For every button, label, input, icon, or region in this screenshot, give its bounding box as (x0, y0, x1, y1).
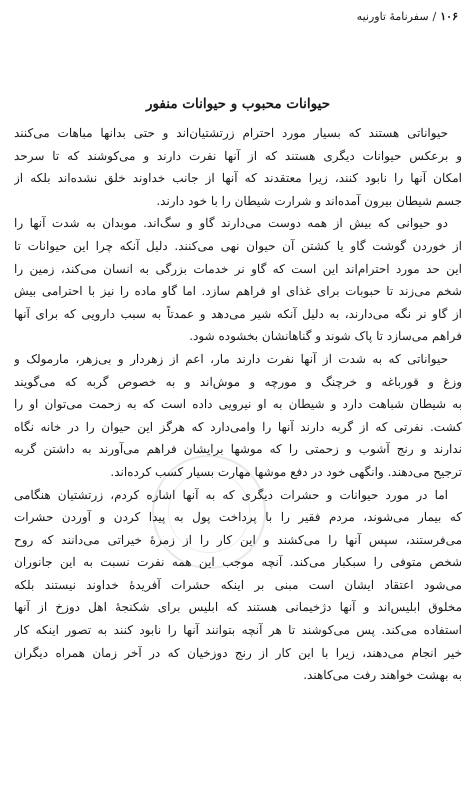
text-line: جسم شیطان بیرون آمده‌اند و شرارت شیطان را با خود دارند. (156, 193, 462, 208)
text-line: به شیطان شباهت دارد و شیطان به او نیرویی داده است که به زحمت می‌توان او را (14, 397, 462, 412)
header-separator: / (432, 10, 437, 23)
text-line: کشت. نفرتی که از گربه دارند آنها را وامی‌دارد که هرگز این حیوان را در خانه نگاه (14, 419, 462, 434)
text-line: امکان آنها را نابود کنند، زیرا معتقدند که آنها از جانب خداوند خلق نشده‌اند بلکه از (14, 171, 462, 186)
text-line: مخلوق ابلیس‌اند و آنها دژخیمانی هستند که ابلیس برای شکنجهٔ اهل دوزخ از آنها (14, 600, 462, 615)
text-line: که بیمار می‌شوند، مردم فقیر را با پرداخت پول به پیدا کردن و آوردن حشرات (14, 510, 462, 525)
text-line: دو حیوانی که بیش از همه دوست می‌دارند گاو و سگ‌اند. موبدان به شدت آنها را (14, 216, 448, 231)
body-text (14, 122, 462, 687)
text-line: حیواناتی که به شدت از آنها نفرت دارند مار، اعم از زهردار و بی‌زهر، مارمولک و (14, 351, 448, 366)
text-line: استفاده می‌کند. پس می‌کوشند تا هر آنچه بتوانند آنها را نابود کنند به تصور اینکه کار (14, 623, 462, 638)
text-line: ندارند و رنج آشوب و زحمتی را که موشها برایشان فراهم می‌آورند به داشتن گربه (14, 442, 462, 457)
text-line: از خوردن گوشت گاو یا کشتن آن حیوان نهی می‌کنند. دلیل آنکه چرا این حیوانات تا (14, 238, 462, 253)
paragraph (14, 212, 462, 348)
page-number: ۱۰۶ (440, 10, 458, 23)
text-line: ترجیح می‌دهند. وانگهی خود در دفع موشها مهارت بسیار کسب کرده‌اند. (110, 464, 462, 479)
text-line: به بهشت خواهند رفت می‌کاهند. (303, 668, 462, 683)
paragraph (14, 348, 462, 484)
paragraph (14, 484, 462, 687)
book-title: سفرنامهٔ تاورنیه (356, 10, 429, 23)
section-title: حیوانات محبوب و حیوانات منفور (145, 96, 331, 112)
text-line: از گاو نر نگه می‌دارند، به دلیل آنکه شیر می‌دهد و عمدتاً به سبب دارویی که برای آنها (14, 306, 462, 321)
text-line: این حد مورد احترام‌اند این است که گاو نر خدمات بزرگی به انسان می‌کند، زمین را (14, 261, 462, 276)
running-header (18, 10, 458, 28)
text-line: فراهم می‌سازد تا پاک شوند و گناهانشان بخشوده شود. (189, 329, 462, 344)
text-line: حیواناتی هستند که بسیار مورد احترام زرتشتیان‌اند و حتی بدانها مباهات می‌کنند (14, 126, 448, 140)
text-line: خیر انجام می‌دهند، زیرا با این کار از رنج دوزخیان که در آخر زمان همراه دیگران (14, 645, 462, 660)
paragraph (14, 122, 462, 212)
text-line: اما در مورد حیوانات و حشرات دیگری که به آنها اشاره کردم، زرتشتیان هنگامی (14, 487, 448, 502)
text-line: می‌فرستند، سپس آنها را می‌کشند و این کار را از زمرهٔ خیراتی می‌دانند که روح (14, 532, 462, 547)
text-line: وزغ و قورباغه و خرچنگ و مورچه و موش‌اند و به خصوص گربه که می‌گویند (14, 374, 462, 389)
text-line: شخم می‌زند تا حبوبات برای غذای او فراهم سازد. اما گاو ماده را نیز با احترامی بیش (14, 284, 462, 299)
text-line: می‌شود اعتقاد ایشان است مبنی بر اینکه حشرات آفریدهٔ خداوند نیستند بلکه (14, 577, 462, 592)
text-line: شخص متوفی را سبکبار می‌کند. آنچه موجب این همه نفرت نسبت به این جانوران (14, 555, 462, 570)
text-line: و برعکس حیوانات دیگری هستند که از آنها نفرت دارند و می‌کوشند که تا سرحد (14, 148, 462, 163)
